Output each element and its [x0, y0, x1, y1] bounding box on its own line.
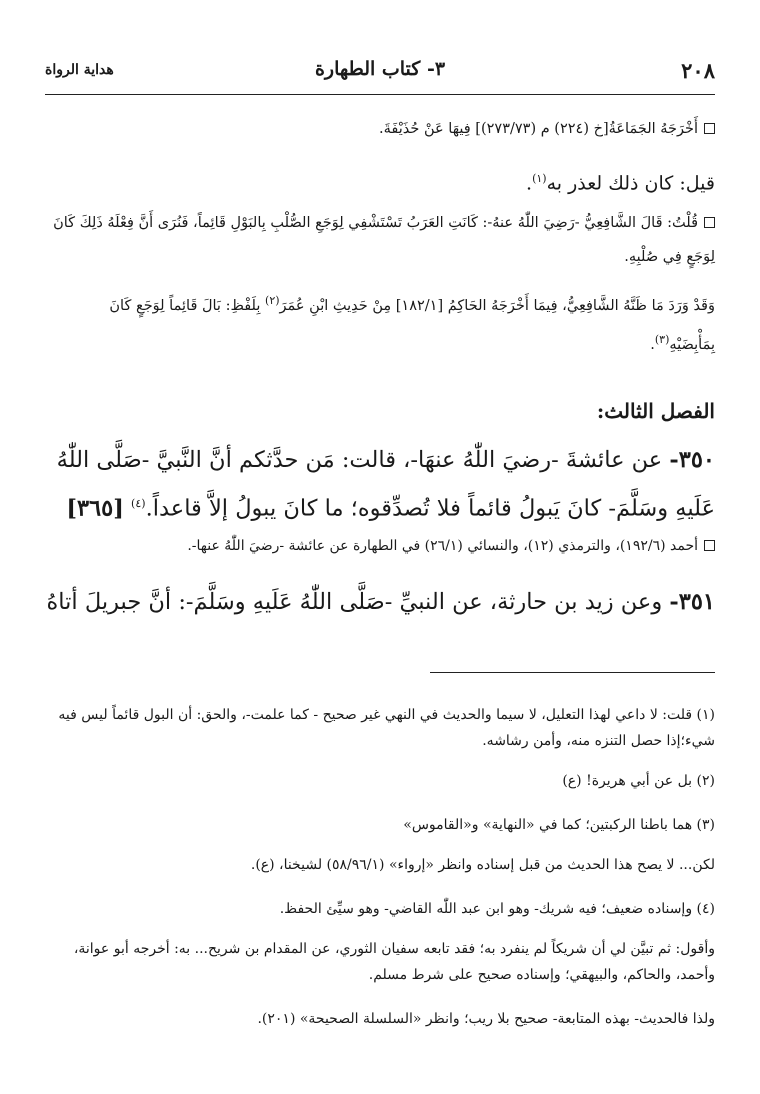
footnote-ref: (١) — [532, 172, 547, 185]
qil-paragraph: قيل: كان ذلك لعذر به$^{(١)}$. — [526, 172, 715, 195]
square-bullet-icon — [704, 540, 715, 551]
hadith-350: ٣٥٠- عن عائشةَ -رضيَ اللّٰهُ عنهَا-، قالت: مَن حدَّثكم أنَّ النَّبيَّ -صَلَّى اللّٰهُ عَلَيهِ وسَلَّمَ- كانَ يَبولُ قائماً فلا تُصدِّقوه؛ ما كانَ يبولُ إلاَّ قاعداً.$^{(٤)}$ [٣٦٥] — [56, 447, 715, 522]
footnote-4-conclusion: ولذا فالحديث- بهذه المتابعة- صحيح بلا ريب؛ وانظر «السلسلة الصحيحة» (٢٠١). — [257, 1011, 715, 1027]
section-title: الفصل الثالث: — [596, 399, 715, 423]
footnote-divider — [430, 672, 715, 673]
footnote-ref: (٢) — [265, 294, 280, 307]
hadith-number: ٣٥١- — [669, 589, 715, 615]
wa-qad-paragraph: وَقَدْ وَرَدَ مَا ظَنَّهُ الشَّافِعِيُّ، فِيمَا أَخْرَجَهُ الحَاكِمُ [١٨٢/١] مِنْ حَدِيثِ ابْنِ عُمَرَ$^{(٢)}$ بِلَفْظِ: بَالَ قَائِماً لِوَجَعٍ كَانَ بِمَأْبِضَيْهِ$^{(٣)}$. — [109, 294, 715, 353]
square-bullet-icon — [704, 217, 715, 228]
footnote-2: (٢) بل عن أبي هريرة! (ع) — [562, 773, 715, 789]
footnote-ref: (٣) — [654, 332, 670, 346]
footnote-4-continued: وأقول: ثم تبيَّن لي أن شريكاً لم ينفرد به؛ فقد تابعه سفيان الثوري، عن المقدام بن شريح... به: أخرجه أبو عوانة، وأحمد، والحاكم، والبيهقي؛ وإسناده صحيح على شرط مسلم. — [73, 941, 715, 983]
footnote-4: (٤) وإسناده ضعيف؛ فيه شريك- وهو ابن عبد اللّٰه القاضي- وهو سيِّئ الحفظ. — [279, 901, 715, 917]
footnote-3-continued: لكن... لا يصح هذا الحديث من قبل إسناده وانظر «إرواء» (٥٨/٩٦/١) لشيخنا، (ع). — [250, 857, 715, 873]
book-title: هداية الرواة — [45, 62, 114, 78]
hadith-351: ٣٥١- وعن زيد بن حارثة، عن النبيِّ -صَلَّى اللّٰهُ عَلَيهِ وسَلَّمَ-: أنَّ جبريلَ أتاهُ — [46, 589, 715, 615]
header-divider — [45, 94, 715, 95]
qultu-paragraph: قُلْتُ: قَالَ الشَّافِعِيُّ -رَضِيَ اللّٰهُ عنهُ-: كَانَتِ العَرَبُ تَسْتَشْفِي لِوَجَعِ الصُّلْبِ بِالبَوْلِ قَائِماً، فَنُرَى أَنَّ فِعْلَهُ ذَلِكَ كَانَ لِوَجَعٍ فِي صُلْبِهِ. — [53, 215, 715, 265]
footnote-1: (١) قلت: لا داعي لهذا التعليل، لا سيما والحديث في النهي غير صحيح - كما علمت-، والحق: أن البول قائماً ليس فيه شيء؛إذا حصل التنزه منه، وأمن رشاشه. — [58, 707, 715, 749]
hadith-number: ٣٥٠- — [669, 447, 715, 473]
takhrij-paragraph: أَخْرَجَهُ الجَمَاعَةُ[خ (٢٢٤) م (٢٧٣/٧٣)] فِيهَا عَنْ حُذَيْفَةَ. — [45, 112, 715, 146]
hadith-bracket-number: [٣٦٥] — [66, 495, 124, 522]
footnote-3: (٣) هما باطنا الركبتين؛ كما في «النهاية» و«القاموس» — [403, 817, 715, 833]
chapter-title: ٣- كتاب الطهارة — [314, 58, 446, 80]
page-number: ٢٠٨ — [681, 58, 715, 83]
footnote-ref: (٤) — [131, 497, 146, 510]
page-header — [45, 58, 715, 88]
square-bullet-icon — [704, 123, 715, 134]
takhrij-350: أحمد (١٩٢/٦)، والترمذي (١٢)، والنسائي (٢٦/١) في الطهارة عن عائشة -رضيَ اللّٰهُ عنها-. — [45, 530, 715, 562]
